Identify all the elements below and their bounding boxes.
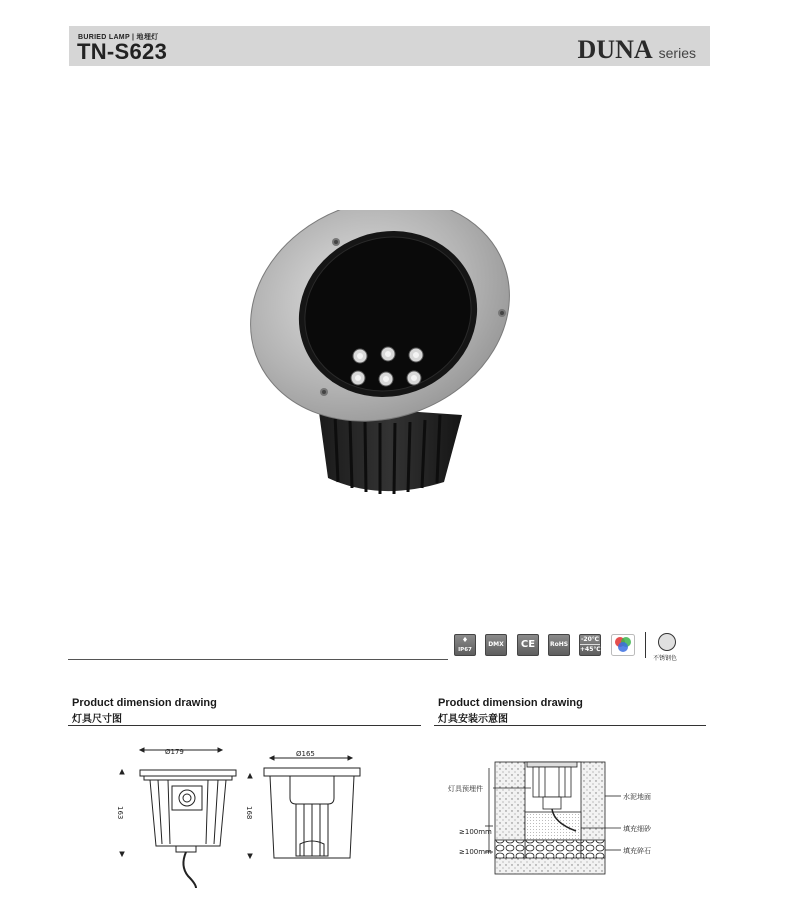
- height-side-label: 168: [245, 806, 253, 820]
- label-sand: 填充细砂: [623, 825, 651, 833]
- rgb-color-icon: [611, 634, 635, 656]
- rohs-badge: [548, 634, 570, 656]
- header-bar: [69, 26, 710, 66]
- dmx-label: DMX: [488, 641, 504, 648]
- temp-low: -20℃: [580, 636, 600, 643]
- dimension-drawing: [110, 738, 370, 888]
- product-category: BURIED LAMP | 地埋灯: [78, 34, 159, 41]
- depth-label-1: ≥100mm: [459, 828, 492, 836]
- dimension-section-subtitle: 灯具尺寸图: [72, 714, 122, 725]
- dimension-section-title: Product dimension drawing: [72, 697, 217, 709]
- finish-label: 不锈钢色: [653, 656, 678, 662]
- install-section-subtitle: 灯具安装示意图: [438, 714, 508, 725]
- badge-divider: [68, 659, 448, 660]
- finish-color-swatch: [658, 633, 676, 651]
- label-housing: 灯具预埋件: [448, 785, 483, 793]
- rohs-label: RoHS: [549, 641, 569, 648]
- product-photo: [240, 210, 540, 510]
- temperature-badge: [579, 634, 601, 656]
- ce-label: CE: [520, 639, 536, 650]
- label-cement: 水泥地面: [623, 793, 651, 801]
- series-name: DUNA: [577, 35, 653, 64]
- badge-separator: [645, 632, 646, 658]
- height-left-label: 163: [116, 806, 124, 820]
- label-gravel: 填充碎石: [623, 847, 651, 855]
- dmx-badge: [485, 634, 507, 656]
- water-drop-icon: ♦: [461, 636, 469, 644]
- ip67-badge: [454, 634, 476, 656]
- diameter-top-label: Ø179: [165, 748, 184, 756]
- depth-label-2: ≥100mm: [459, 848, 492, 856]
- ce-badge: [517, 634, 539, 656]
- temp-high: +45℃: [580, 646, 601, 653]
- install-section-title: Product dimension drawing: [438, 697, 583, 709]
- ip-label: IP67: [458, 647, 472, 653]
- product-model: TN-S623: [77, 39, 168, 64]
- install-section-rule: [434, 725, 706, 726]
- series-word: series: [658, 45, 696, 61]
- dimension-section-rule: [68, 725, 421, 726]
- diameter-side-label: Ø165: [296, 750, 315, 758]
- installation-drawing: [445, 756, 715, 886]
- series-title: [578, 35, 696, 65]
